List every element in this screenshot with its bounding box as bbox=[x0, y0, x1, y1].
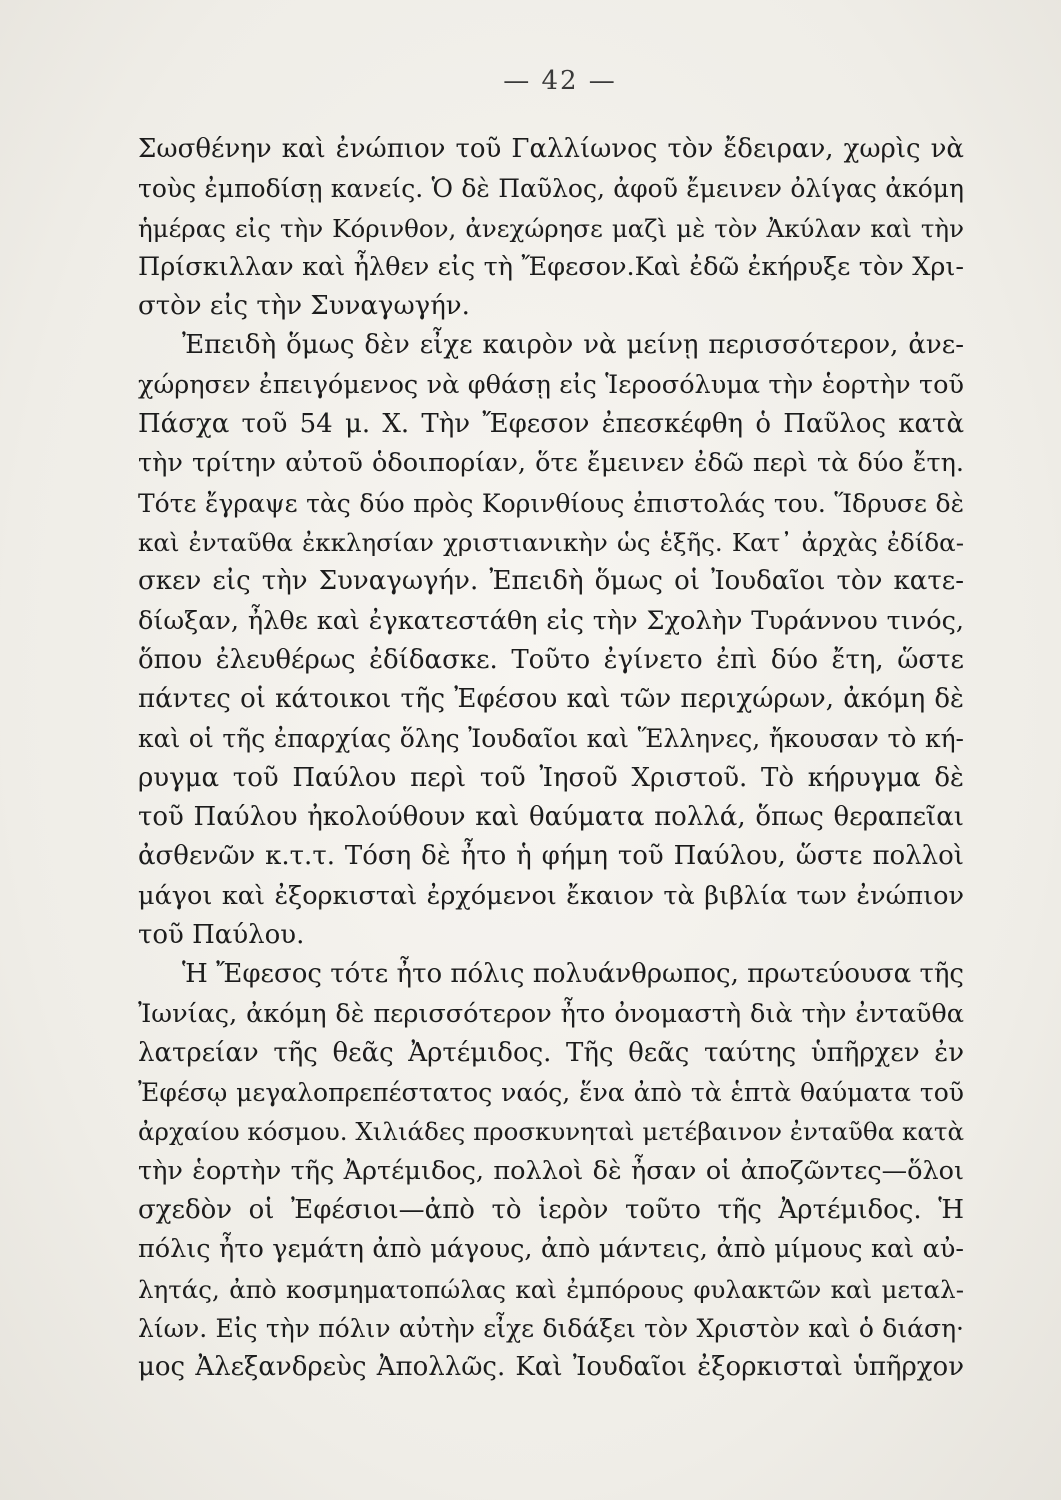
text-line: τὴν τρίτην αὐτοῦ ὁδοιπορίαν, ὅτε ἔμεινεν ἐδῶ περὶ τὰ δύο ἔτη. bbox=[138, 448, 964, 479]
text-line: μάγοι καὶ ἐξορκισταὶ ἐρχόμενοι ἔκαιον τὰ βιβλία των ἐνώπιον bbox=[138, 880, 964, 911]
text-line: τοῦ Παύλου. bbox=[138, 919, 305, 950]
text-line: ἀρχαίου κόσμου. Χιλιάδες προσκυνηταὶ μετέβαινον ἐνταῦθα κατὰ bbox=[138, 1117, 964, 1147]
text-line: μος Ἀλεξανδρεὺς Ἀπολλῶς. Καὶ Ἰουδαῖοι ἐξορκισταὶ ὑπῆρχον bbox=[138, 1352, 964, 1383]
text-line: χώρησεν ἐπειγόμενος νὰ φθάσῃ εἰς Ἱεροσόλυμα τὴν ἑορτὴν τοῦ bbox=[138, 369, 964, 400]
text-line: Σωσθένην καὶ ἐνώπιον τοῦ Γαλλίωνος τὸν ἔδειραν, χωρὶς νὰ bbox=[138, 134, 964, 164]
text-line: Ἡ Ἔφεσος τότε ἦτο πόλις πολυάνθρωπος, πρωτεύουσα τῆς bbox=[182, 959, 964, 990]
text-line: ὅπου ἐλευθέρως ἐδίδασκε. Τοῦτο ἐγίνετο ἐπὶ δύο ἔτη, ὥστε bbox=[138, 644, 964, 675]
text-line: στὸν εἰς τὴν Συναγωγήν. bbox=[138, 291, 470, 322]
text-line: τοῦ Παύλου ἠκολούθουν καὶ θαύματα πολλά, ὅπως θεραπεῖαι bbox=[138, 802, 964, 833]
text-line: καὶ οἱ τῆς ἐπαρχίας ὅλης Ἰουδαῖοι καὶ Ἕλληνες, ἤκουσαν τὸ κή- bbox=[138, 724, 964, 754]
page-number: — 42 — bbox=[503, 66, 617, 96]
text-line: ἡμέρας εἰς τὴν Κόρινθον, ἀνεχώρησε μαζὶ μὲ τὸν Ἀκύλαν καὶ τὴν bbox=[138, 213, 964, 243]
text-line: πόλις ἦτο γεμάτη ἀπὸ μάγους, ἀπὸ μάντεις, ἀπὸ μίμους καὶ αὐ- bbox=[138, 1234, 964, 1265]
text-line: δίωξαν, ἦλθε καὶ ἐγκατεστάθη εἰς τὴν Σχολὴν Τυράννου τινός, bbox=[138, 605, 964, 636]
text-line: λίων. Εἰς τὴν πόλιν αὐτὴν εἶχε διδάξει τὸν Χριστὸν καὶ ὁ διάση· bbox=[138, 1313, 964, 1343]
text-line: λητάς, ἀπὸ κοσμηματοπώλας καὶ ἐμπόρους φυλακτῶν καὶ μεταλ- bbox=[138, 1274, 964, 1304]
text-line: ἀσθενῶν κ.τ.τ. Τόση δὲ ἦτο ἡ φήμη τοῦ Παύλου, ὥστε πολλοὶ bbox=[138, 841, 964, 872]
text-line: Ἐφέσῳ μεγαλοπρεπέστατος ναός, ἕνα ἀπὸ τὰ ἑπτὰ θαύματα τοῦ bbox=[138, 1078, 964, 1108]
text-line: πάντες οἱ κάτοικοι τῆς Ἐφέσου καὶ τῶν περιχώρων, ἀκόμη δὲ bbox=[138, 684, 964, 715]
text-line: σχεδὸν οἱ Ἐφέσιοι—ἀπὸ τὸ ἱερὸν τοῦτο τῆς Ἀρτέμιδος. Ἡ bbox=[138, 1195, 964, 1226]
text-line: Ἐπειδὴ ὅμως δὲν εἶχε καιρὸν νὰ μείνῃ περισσότερον, ἀνε- bbox=[182, 330, 964, 361]
text-line: σκεν εἰς τὴν Συναγωγήν. Ἐπειδὴ ὅμως οἱ Ἰουδαῖοι τὸν κατε- bbox=[138, 566, 964, 597]
text-line: λατρείαν τῆς θεᾶς Ἀρτέμιδος. Τῆς θεᾶς ταύτης ὑπῆρχεν ἐν bbox=[138, 1037, 964, 1068]
text-line: Ἰωνίας, ἀκόμη δὲ περισσότερον ἦτο ὀνομαστὴ διὰ τὴν ἐνταῦθα bbox=[138, 998, 964, 1029]
text-line: τὴν ἑορτὴν τῆς Ἀρτέμιδος, πολλοὶ δὲ ἦσαν οἱ ἀποζῶντες—ὅλοι bbox=[138, 1155, 964, 1186]
text-line: Πρίσκιλλαν καὶ ἦλθεν εἰς τὴ Ἔφεσον.Καὶ ἐδῶ ἐκήρυξε τὸν Χρι- bbox=[138, 251, 964, 282]
text-line: Τότε ἔγραψε τὰς δύο πρὸς Κορινθίους ἐπιστολάς του. Ἵδρυσε δὲ bbox=[138, 488, 964, 518]
text-line: τοὺς ἐμποδίσῃ κανείς. Ὁ δὲ Παῦλος, ἀφοῦ ἔμεινεν ὀλίγας ἀκόμη bbox=[138, 174, 964, 204]
body-text bbox=[138, 130, 964, 1388]
text-line: ρυγμα τοῦ Παύλου περὶ τοῦ Ἰησοῦ Χριστοῦ. Τὸ κήρυγμα δὲ bbox=[138, 762, 964, 793]
text-line: Πάσχα τοῦ 54 μ. Χ. Τὴν Ἔφεσον ἐπεσκέφθη ὁ Παῦλος κατὰ bbox=[138, 409, 964, 440]
text-line: καὶ ἐνταῦθα ἐκκλησίαν χριστιανικὴν ὡς ἑξῆς. Κατ᾽ ἀρχὰς ἐδίδα- bbox=[138, 527, 964, 557]
